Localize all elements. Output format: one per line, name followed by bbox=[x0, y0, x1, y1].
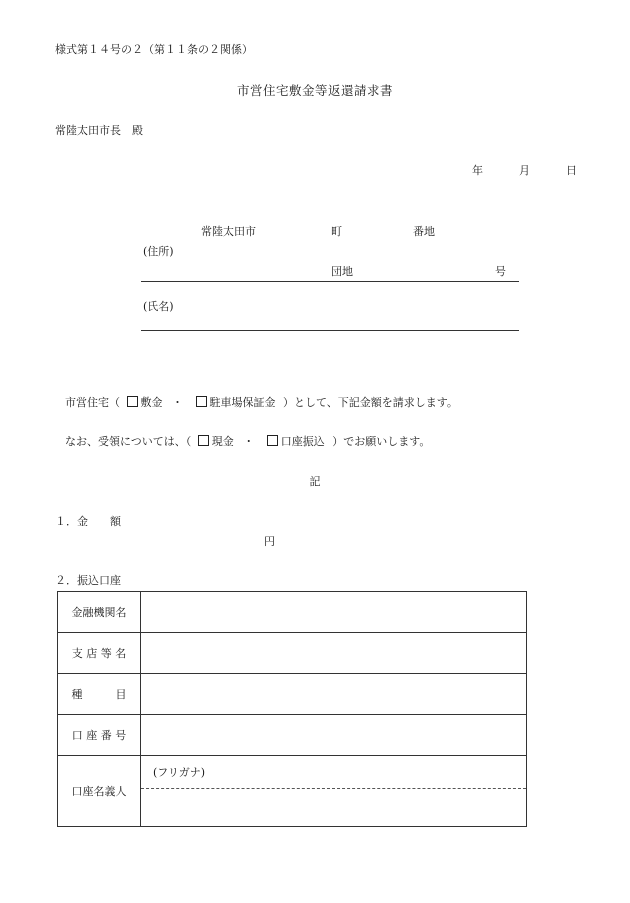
checkbox-cash[interactable] bbox=[198, 435, 209, 446]
name-line bbox=[141, 330, 519, 331]
address-cho: 町 bbox=[331, 225, 342, 238]
checkbox-parking-deposit[interactable] bbox=[196, 396, 207, 407]
branch-name-label: 支 店 等 名 bbox=[58, 633, 141, 674]
option-shikikin: 敷金 bbox=[140, 396, 163, 409]
request-line-2 bbox=[65, 435, 430, 447]
request-line-1-post: ）として、下記金額を請求します。 bbox=[283, 396, 458, 409]
option-cash: 現金 bbox=[211, 435, 234, 448]
account-type-label: 種 目 bbox=[58, 674, 141, 715]
name-label: (氏名) bbox=[143, 300, 174, 313]
account-holder-field[interactable] bbox=[141, 756, 527, 827]
date-month-label: 月 bbox=[519, 164, 530, 177]
ki-heading: 記 bbox=[309, 475, 321, 488]
address-danchi: 団地 bbox=[331, 265, 353, 278]
address-go: 号 bbox=[495, 265, 506, 278]
addressee: 常陸太田市長 殿 bbox=[55, 124, 143, 137]
branch-name-field[interactable] bbox=[141, 633, 527, 674]
amount-label: １．金 額 bbox=[55, 515, 121, 528]
furigana-label: (フリガナ) bbox=[153, 766, 206, 779]
form-number: 様式第１４号の２（第１１条の２関係） bbox=[55, 43, 253, 56]
request-line-1-pre: 市営住宅（ bbox=[65, 396, 120, 409]
checkbox-bank-transfer[interactable] bbox=[267, 435, 278, 446]
request-line-1 bbox=[65, 396, 458, 408]
bank-account-heading: ２．振込口座 bbox=[55, 574, 121, 587]
date-day-label: 日 bbox=[566, 164, 577, 177]
separator-dot: ・ bbox=[243, 435, 255, 448]
account-holder-label: 口座名義人 bbox=[58, 756, 141, 827]
address-line bbox=[141, 281, 519, 282]
address-city: 常陸太田市 bbox=[201, 225, 256, 238]
document-title: 市営住宅敷金等返還請求書 bbox=[236, 83, 393, 98]
date-year-label: 年 bbox=[472, 164, 483, 177]
address-label: (住所) bbox=[143, 245, 174, 258]
furigana-divider bbox=[141, 788, 526, 789]
bank-name-field[interactable] bbox=[141, 592, 527, 633]
account-type-field[interactable] bbox=[141, 674, 527, 715]
separator-dot: ・ bbox=[172, 396, 183, 409]
bank-name-label: 金融機関名 bbox=[58, 592, 141, 633]
checkbox-shikikin[interactable] bbox=[127, 396, 138, 407]
bank-account-table bbox=[57, 591, 527, 827]
request-line-2-post: ）でお願いします。 bbox=[332, 435, 431, 448]
account-number-field[interactable] bbox=[141, 715, 527, 756]
account-number-label: 口 座 番 号 bbox=[58, 715, 141, 756]
option-bank-transfer: 口座振込 bbox=[280, 435, 325, 448]
address-banchi: 番地 bbox=[413, 225, 435, 238]
amount-unit: 円 bbox=[264, 535, 275, 548]
option-parking-deposit: 駐車場保証金 bbox=[209, 396, 276, 409]
request-line-2-pre: なお、受領については、（ bbox=[65, 435, 192, 448]
